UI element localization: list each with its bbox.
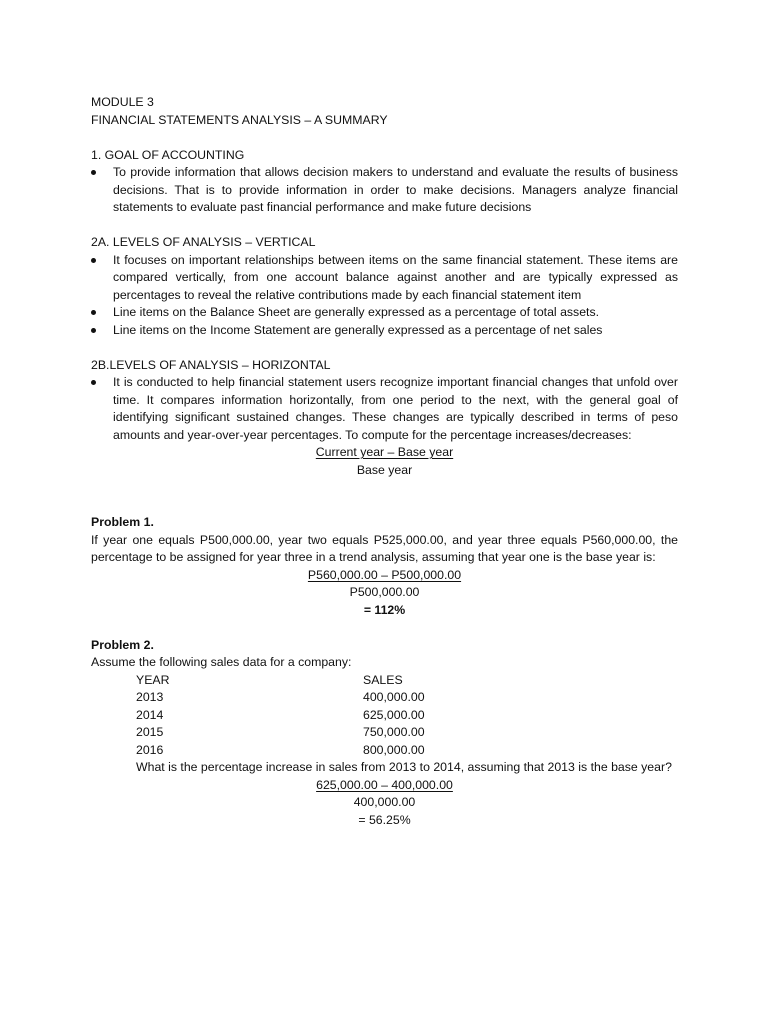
document-title: FINANCIAL STATEMENTS ANALYSIS – A SUMMARY [91, 112, 388, 127]
bullet-icon [91, 310, 96, 315]
table-cell-sales: 400,000.00 [363, 690, 425, 704]
list-item: It is conducted to help financial statement users recognize important financial changes that unfold over time. It compares information horizontally, from one period to the next, with the general goal of identifying significant sustained changes. These changes are typically described in terms of peso amounts and year-over-year percentages. To compute for the percentage increases/decreases: [91, 374, 678, 444]
list-item: It focuses on important relationships between items on the same financial statement. These items are compared vertically, from one account balance against another and are typically expressed as percentages to reveal the relative contributions made by each financial statement item [91, 252, 678, 305]
table-row [136, 742, 513, 760]
section-vertical-list [91, 252, 678, 340]
column-header-sales: SALES [363, 672, 403, 687]
problem2-question: What is the percentage increase in sales from 2013 to 2014, assuming that 2013 is the base year? [136, 760, 672, 774]
section-vertical-title: 2A. LEVELS OF ANALYSIS – VERTICAL [91, 235, 316, 249]
table-cell-year: 2016 [136, 742, 164, 757]
bullet-icon [91, 170, 96, 175]
module-label: MODULE 3 [91, 95, 154, 109]
section-horizontal-title: 2B.LEVELS OF ANALYSIS – HORIZONTAL [91, 357, 331, 372]
list-item: Line items on the Income Statement are generally expressed as a percentage of net sales [91, 322, 678, 340]
problem1-denominator: P500,000.00 [349, 585, 420, 599]
table-cell-sales: 625,000.00 [363, 707, 425, 722]
problem1-computation [91, 567, 678, 620]
table-cell-year: 2015 [136, 725, 164, 739]
table-cell-year: 2013 [136, 690, 164, 704]
table-row [136, 724, 513, 742]
formula-numerator: Current year – Base year [315, 445, 454, 459]
document-content [91, 94, 678, 829]
problem1-title: Problem 1. [91, 515, 154, 529]
problem1-result: = 112% [363, 602, 406, 617]
section-horizontal-list [91, 374, 678, 444]
list-item: To provide information that allows decision makers to understand and evaluate the results of business decisions. That is to provide information in order to make decisions. Managers analyze financial statements to evaluate past financial performance and make future decisions [91, 164, 678, 217]
problem2-denominator: 400,000.00 [353, 795, 416, 809]
bullet-icon [91, 258, 96, 263]
problem1-text: If year one equals P500,000.00, year two equals P525,000.00, and year three equals P560,000.00, the percentage to be assigned for year three in a trend analysis, assuming that year one is the base year is: [91, 532, 678, 564]
list-item: Line items on the Balance Sheet are generally expressed as a percentage of total assets. [91, 304, 678, 322]
bullet-icon [91, 380, 96, 385]
column-header-year: YEAR [136, 672, 170, 687]
formula [91, 444, 678, 479]
problem2-computation [91, 777, 678, 830]
table-header-row [136, 672, 513, 690]
problem2-title: Problem 2. [91, 637, 154, 652]
table-row [136, 707, 513, 725]
problem1-numerator: P560,000.00 – P500,000.00 [307, 567, 462, 582]
formula-denominator: Base year [356, 462, 413, 477]
table-row [136, 689, 513, 707]
sales-table [136, 672, 513, 760]
table-cell-sales: 800,000.00 [363, 742, 425, 757]
section-goal-list [91, 164, 678, 217]
bullet-icon [91, 328, 96, 333]
table-cell-year: 2014 [136, 707, 164, 722]
problem2-numerator: 625,000.00 – 400,000.00 [316, 777, 453, 792]
problem2-result: = 56.25% [358, 812, 411, 827]
section-goal-title: 1. GOAL OF ACCOUNTING [91, 147, 245, 162]
problem2-intro: Assume the following sales data for a company: [91, 655, 352, 669]
table-cell-sales: 750,000.00 [363, 725, 425, 739]
